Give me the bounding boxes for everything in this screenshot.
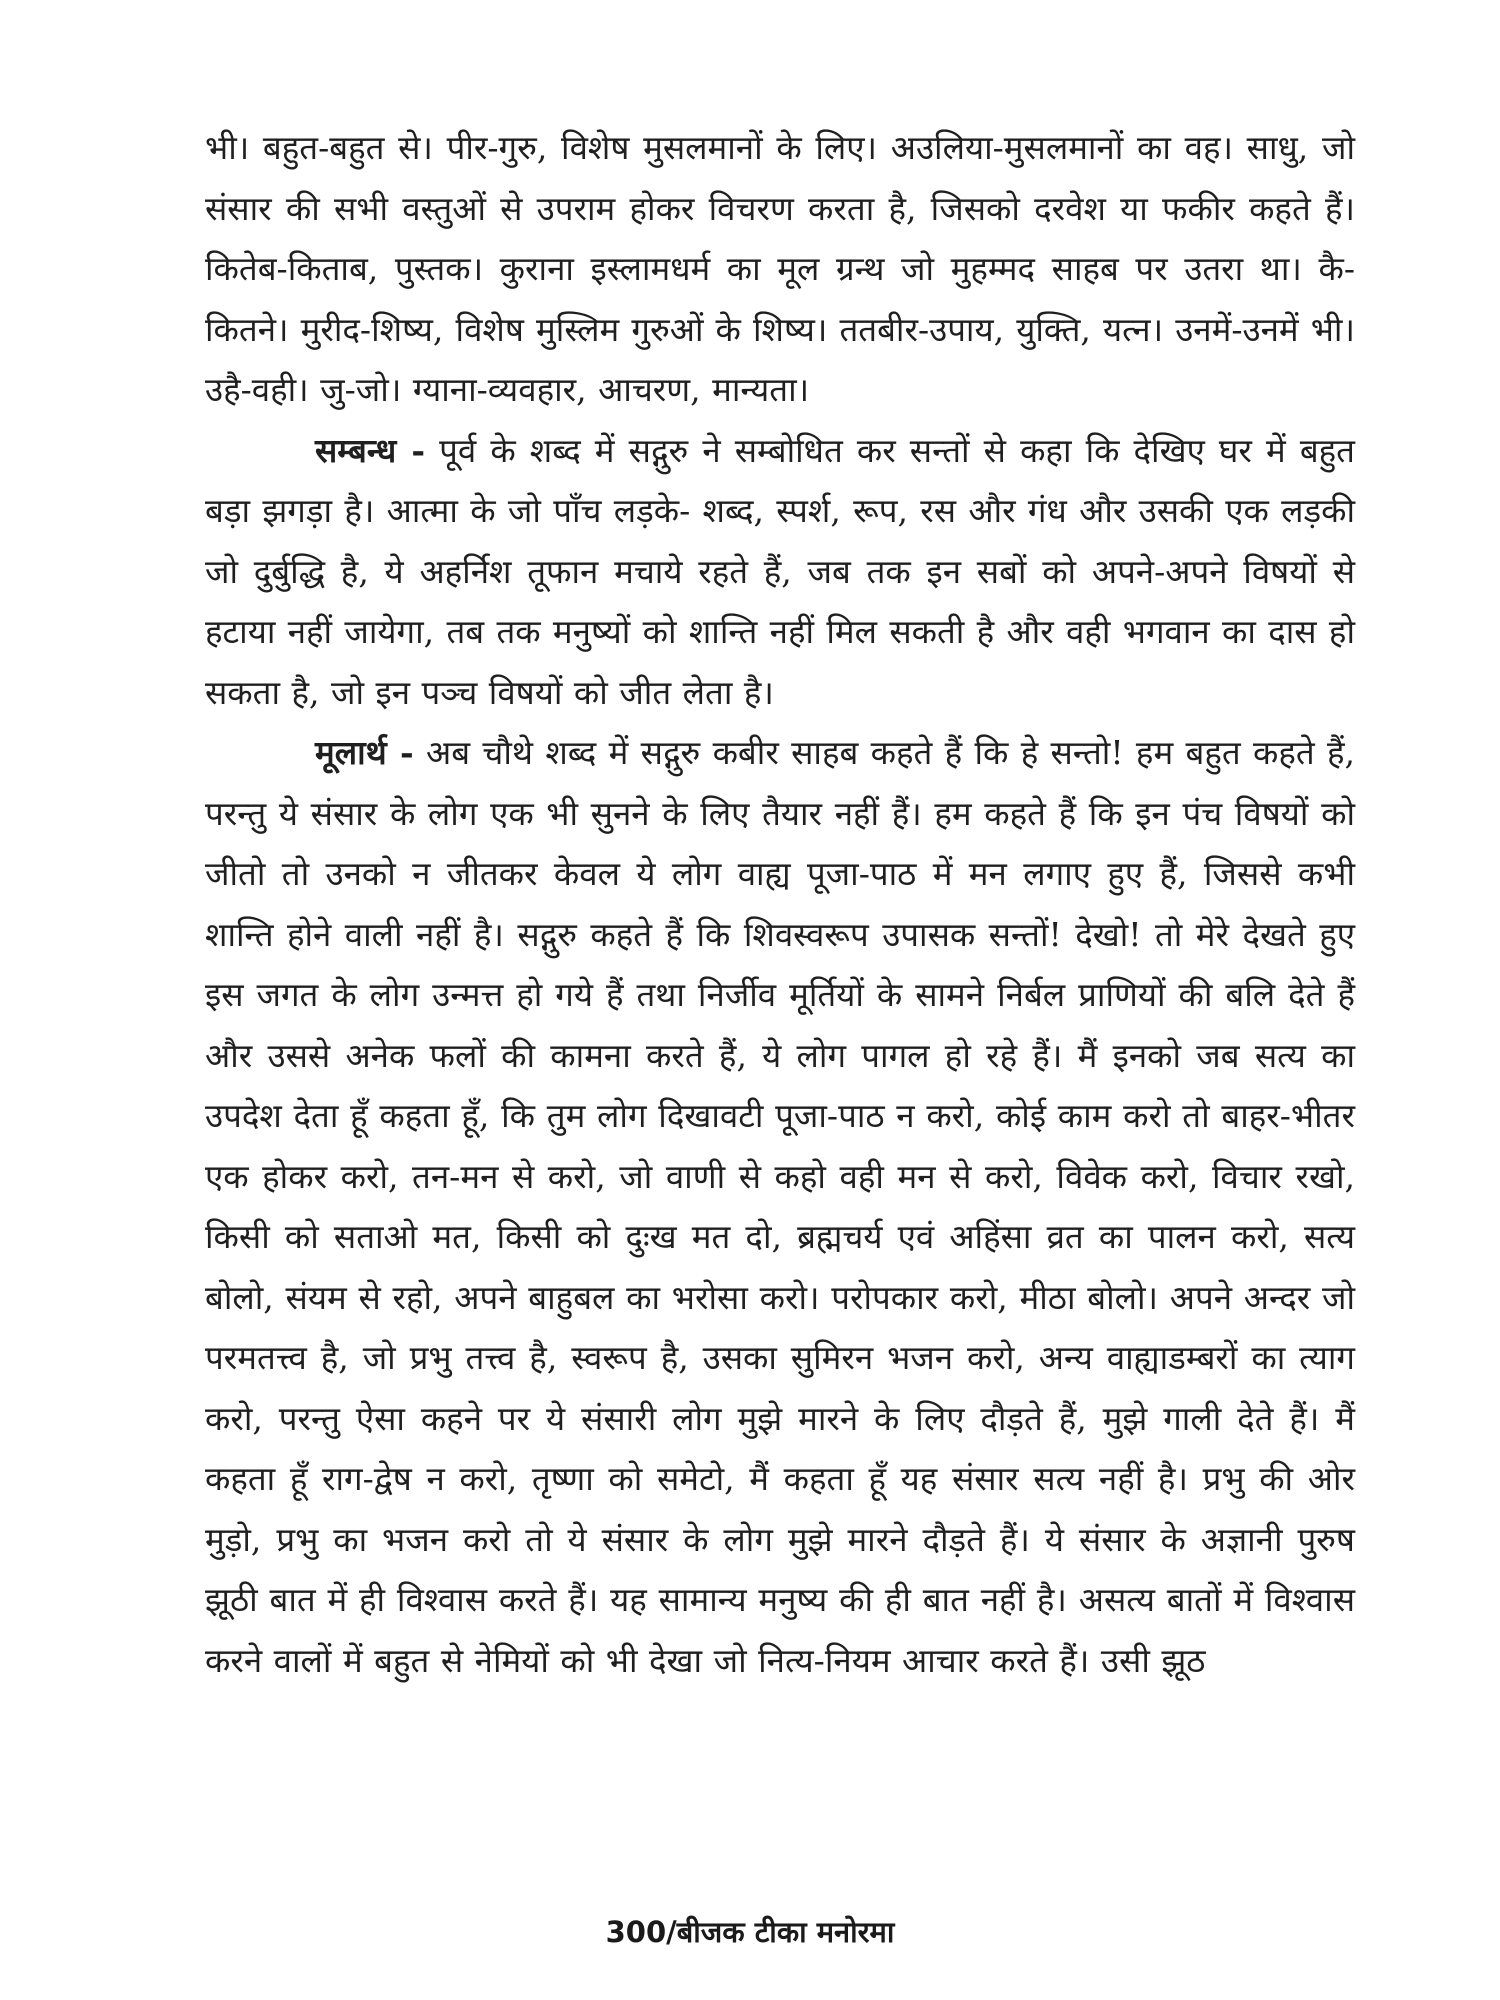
page-footer: 300/बीजक टीका मनोरमा (605, 1915, 895, 1949)
sambandh-paragraph (205, 421, 1355, 724)
sambandh-text: पूर्व के शब्द में सद्गुरु ने सम्बोधित कर सन्तों से कहा कि देखिए घर में बहुत बड़ा झगड़ा है। आत्मा के जो पाँच लड़के- शब्द, स्पर्श, रूप, रस और गंध और उसकी एक लड़की जो दुर्बुद्धि है, ये अहर्निश तूफान मचाये रहते हैं, जब तक इन सबों को अपने-अपने विषयों से हटाया नहीं जायेगा, तब तक मनुष्यों को शान्ति नहीं मिल सकती है और वही भगवान का दास हो सकता है, जो इन पञ्च विषयों को जीत लेता है। (205, 430, 1355, 712)
glossary-paragraph (205, 118, 1355, 421)
glossary-text: भी। बहुत-बहुत से। पीर-गुरु, विशेष मुसलमानों के लिए। अउलिया-मुसलमानों का वह। साधु, जो संसार की सभी वस्तुओं से उपराम होकर विचरण करता है, जिसको दरवेश या फकीर कहते हैं। कितेब-किताब, पुस्तक। कुराना इस्लामधर्म का मूल ग्रन्थ जो मुहम्मद साहब पर उतरा था। कै-कितने। मुरीद-शिष्य, विशेष मुस्लिम गुरुओं के शिष्य। ततबीर-उपाय, युक्ति, यत्न। उनमें-उनमें भी। उहै-वही। जु-जो। ग्याना-व्यवहार, आचरण, मान्यता। (205, 128, 1355, 409)
moolarth-heading: मूलार्थ - (315, 733, 414, 772)
body-text (205, 118, 1355, 1691)
moolarth-paragraph (205, 723, 1355, 1691)
sambandh-heading: सम्बन्ध - (315, 430, 426, 470)
moolarth-text: अब चौथे शब्द में सद्गुरु कबीर साहब कहते हैं कि हे सन्तो! हम बहुत कहते हैं, परन्तु ये संसार के लोग एक भी सुनने के लिए तैयार नहीं हैं। हम कहते हैं कि इन पंच विषयों को जीतो तो उनको न जीतकर केवल ये लोग वाह्य पूजा-पाठ में मन लगाए हुए हैं, जिससे कभी शान्ति होने वाली नहीं है। सद्गुरु कहते हैं कि शिवस्वरूप उपासक सन्तों! देखो! तो मेरे देखते हुए इस जगत के लोग उन्मत्त हो गये हैं तथा निर्जीव मूर्तियों के सामने निर्बल प्राणियों की बलि देते हैं और उससे अनेक फलों की कामना करते हैं, ये लोग पागल हो रहे हैं। मैं इनको जब सत्य का उपदेश देता हूँ कहता हूँ, कि तुम लोग दिखावटी पूजा-पाठ न करो, कोई काम करो तो बाहर-भीतर एक होकर करो, तन-मन से करो, जो वाणी से कहो वही मन से करो, विवेक करो, विचार रखो, किसी को सताओ मत, किसी को दुःख मत दो, ब्रह्मचर्य एवं अहिंसा व्रत का पालन करो, सत्य बोलो, संयम से रहो, अपने बाहुबल का भरोसा करो। परोपकार करो, मीठा बोलो। अपने अन्दर जो परमतत्त्व है, जो प्रभु तत्त्व है, स्वरूप है, उसका सुमिरन भजन करो, अन्य वाह्याडम्बरों का त्याग करो, परन्तु ऐसा कहने पर ये संसारी लोग मुझे मारने के लिए दौड़ते हैं, मुझे गाली देते हैं। मैं कहता हूँ राग-द्वेष न करो, तृष्णा को समेटो, मैं कहता हूँ यह संसार सत्य नहीं है। प्रभु की ओर मुड़ो, प्रभु का भजन करो तो ये संसार के लोग मुझे मारने दौड़ते हैं। ये संसार के अज्ञानी पुरुष झूठी बात में ही विश्वास करते हैं। यह सामान्य मनुष्य की ही बात नहीं है। असत्य बातों में विश्वास करने वालों में बहुत से नेमियों को भी देखा जो नित्य-नियम आचार करते हैं। उसी झूठ (205, 733, 1355, 1680)
